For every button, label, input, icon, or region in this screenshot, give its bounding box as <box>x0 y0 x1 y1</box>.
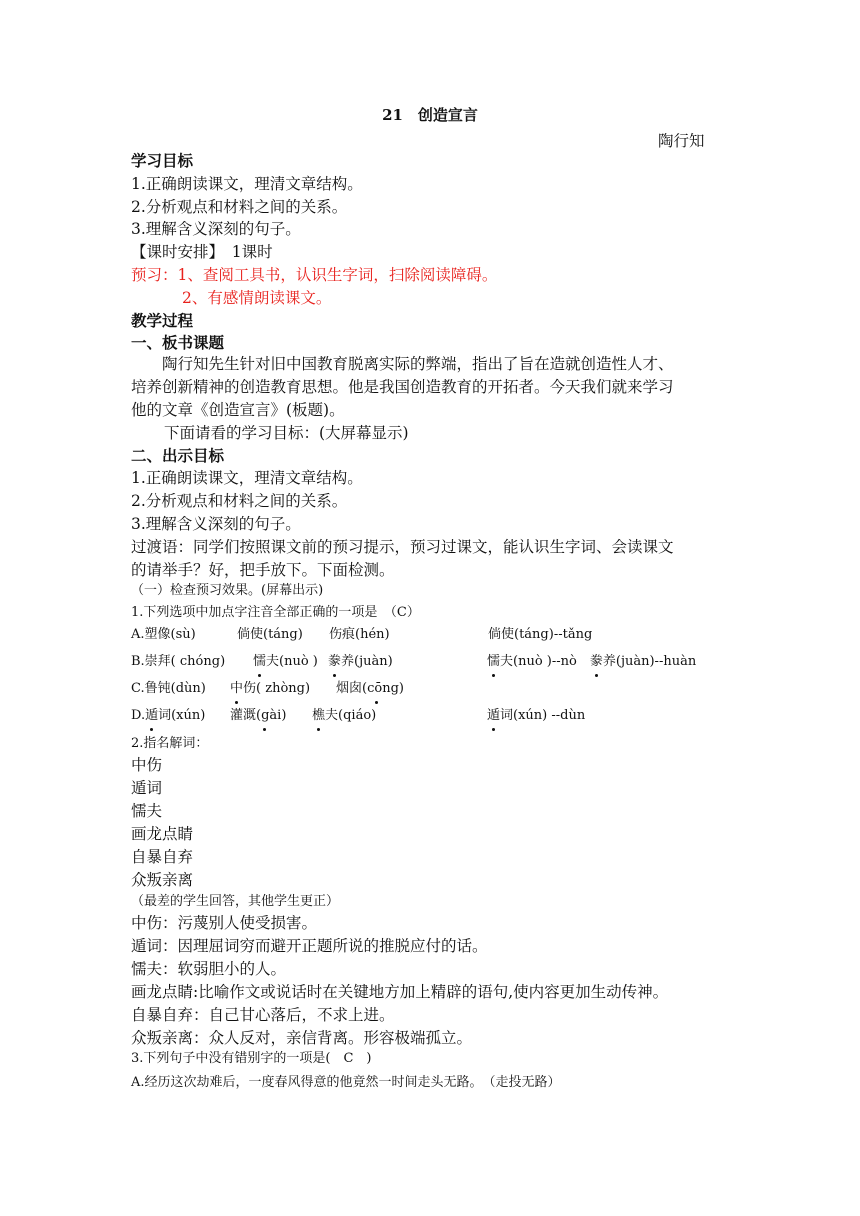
intro-line: 下面请看的学习目标：(大屏幕显示) <box>164 424 409 442</box>
question-1: 1.下列选项中加点字注音全部正确的一项是 （C） <box>131 605 420 620</box>
word-item: 画龙点睛 <box>131 825 194 843</box>
intro-line: 他的文章《创造宣言》(板题)。 <box>131 401 345 419</box>
transition-line: 的请举手？好，把手放下。下面检测。 <box>131 561 395 579</box>
definition: 中伤：污蔑别人使受损害。 <box>131 914 318 932</box>
preview-line: 预习：1、查阅工具书，认识生字词，扫除阅读障碍。 <box>131 266 498 284</box>
definition: 众叛亲离：众人反对，亲信背离。形容极端孤立。 <box>131 1029 473 1047</box>
word-item: 懦夫 <box>131 802 163 820</box>
goal-item: 3.理解含义深刻的句子。 <box>131 515 301 533</box>
process-heading: 教学过程 <box>131 311 194 330</box>
definition: 懦夫：软弱胆小的人。 <box>131 960 287 978</box>
author: 陶行知 <box>658 132 705 150</box>
definition: 画龙点睛:比喻作文或说话时在关键地方加上精辟的语句,使内容更加生动传神。 <box>131 983 669 1001</box>
transition-line: 过渡语：同学们按照课文前的预习提示，预习过课文，能认识生字词、会读课文 <box>131 538 674 556</box>
word-item: 中伤 <box>131 756 163 774</box>
question-3: 3.下列句子中没有错别字的一项是( C ) <box>131 1051 372 1066</box>
word-item: 自暴自弃 <box>131 848 194 866</box>
intro-line: 培养创新精神的创造教育思想。他是我国创造教育的开拓者。今天我们就来学习 <box>131 378 674 396</box>
intro-line: 陶行知先生针对旧中国教育脱离实际的弊端，指出了旨在造就创造性人才、 <box>162 355 674 373</box>
section-heading: 二、出示目标 <box>131 446 225 465</box>
answer-note: （最差的学生回答，其他学生更正） <box>131 894 340 909</box>
definition: 遁词：因理屈词穷而避开正题所说的推脱应付的话。 <box>131 937 488 955</box>
objective-item: 3.理解含义深刻的句子。 <box>131 220 301 238</box>
preview-line: 2、有感情朗读课文。 <box>182 289 332 307</box>
goal-item: 1.正确朗读课文，理清文章结构。 <box>131 469 363 487</box>
section-heading: 一、板书课题 <box>131 333 225 352</box>
objective-item: 1.正确朗读课文，理清文章结构。 <box>131 175 363 193</box>
objectives-heading: 学习目标 <box>131 151 194 170</box>
question-3-option-a: A.经历这次劫难后，一度春风得意的他竟然一时间走头无路。 （走投无路） <box>131 1075 561 1090</box>
document-page: 21 创造宣言 陶行知 学习目标 1.正确朗读课文，理清文章结构。 2.分析观点和材料之间的关系。 3.理解含义深刻的句子。 【课时安排】 1课时 预习：1、查阅工具书，认识生字词，扫除阅读障碍。 2、有感情朗读课文。 教学过程 一、板书课题 陶行知先生针对旧中国教育脱离实际的弊端，指出了旨在造就创造性人才、 培养创新精神的创造教育思想。他是我国创造教育的开拓者。今天我们就来学习 他的文章《创造宣言》(板题)。 下面请看的学习目标：(大屏幕显示) 二、出示目标 1.正确朗读课文，理清文章结构。 2.分析观点和材料之间的关系。 3.理解含义深刻的句子。 过渡语：同学们按照课文前的预习提示，预习过课文，能认识生字词、会读课文 的请举手？好，把手放下。下面检测。 （一）检查预习效果。(屏幕出示) 1.下列选项中加点字注音全部正确的一项是 （C） A.塑像(sù) 倘使(táng) 伤痕(hén) 倘使(táng)--tǎng B.崇拜( chóng) 懦夫(nuò ) 豢养(juàn) 懦夫(nuò )--nò 豢养(juàn)--huàn C.鲁钝(dùn) 中伤( zhòng) 烟囱(cōng) D.遁词(xún) 灌溉(gài) 樵夫(qiáo) 遁词(xún) --dùn 2.指名解词： 中伤 遁词 懦夫 画龙点睛 自暴自弃 众叛亲离 （最差的学生回答，其他学生更正） 中伤：污蔑别人使受损害。 遁词：因理屈词穷而避开正题所说的推脱应付的话。 懦夫：软弱胆小的人。 画龙点睛:比喻作文或说话时在关键地方加上精辟的语句,使内容更加生动传神。 自暴自弃：自己甘心落后，不求上进。 众叛亲离：众人反对，亲信背离。形容极端孤立。 3.下列句子中没有错别字的一项是( C ) A.经历这次劫难后，一度春风得意的他竟然一时间走头无路。 （走投无路） <box>0 0 860 1216</box>
schedule: 【课时安排】 1课时 <box>131 243 273 261</box>
word-item: 众叛亲离 <box>131 871 194 889</box>
question-2: 2.指名解词： <box>131 736 209 751</box>
goal-item: 2.分析观点和材料之间的关系。 <box>131 492 348 510</box>
definition: 自暴自弃：自己甘心落后，不求上进。 <box>131 1006 395 1024</box>
page-title: 21 创造宣言 <box>382 106 478 124</box>
objective-item: 2.分析观点和材料之间的关系。 <box>131 198 348 216</box>
check-heading: （一）检查预习效果。(屏幕出示) <box>131 583 324 598</box>
word-item: 遁词 <box>131 779 163 797</box>
